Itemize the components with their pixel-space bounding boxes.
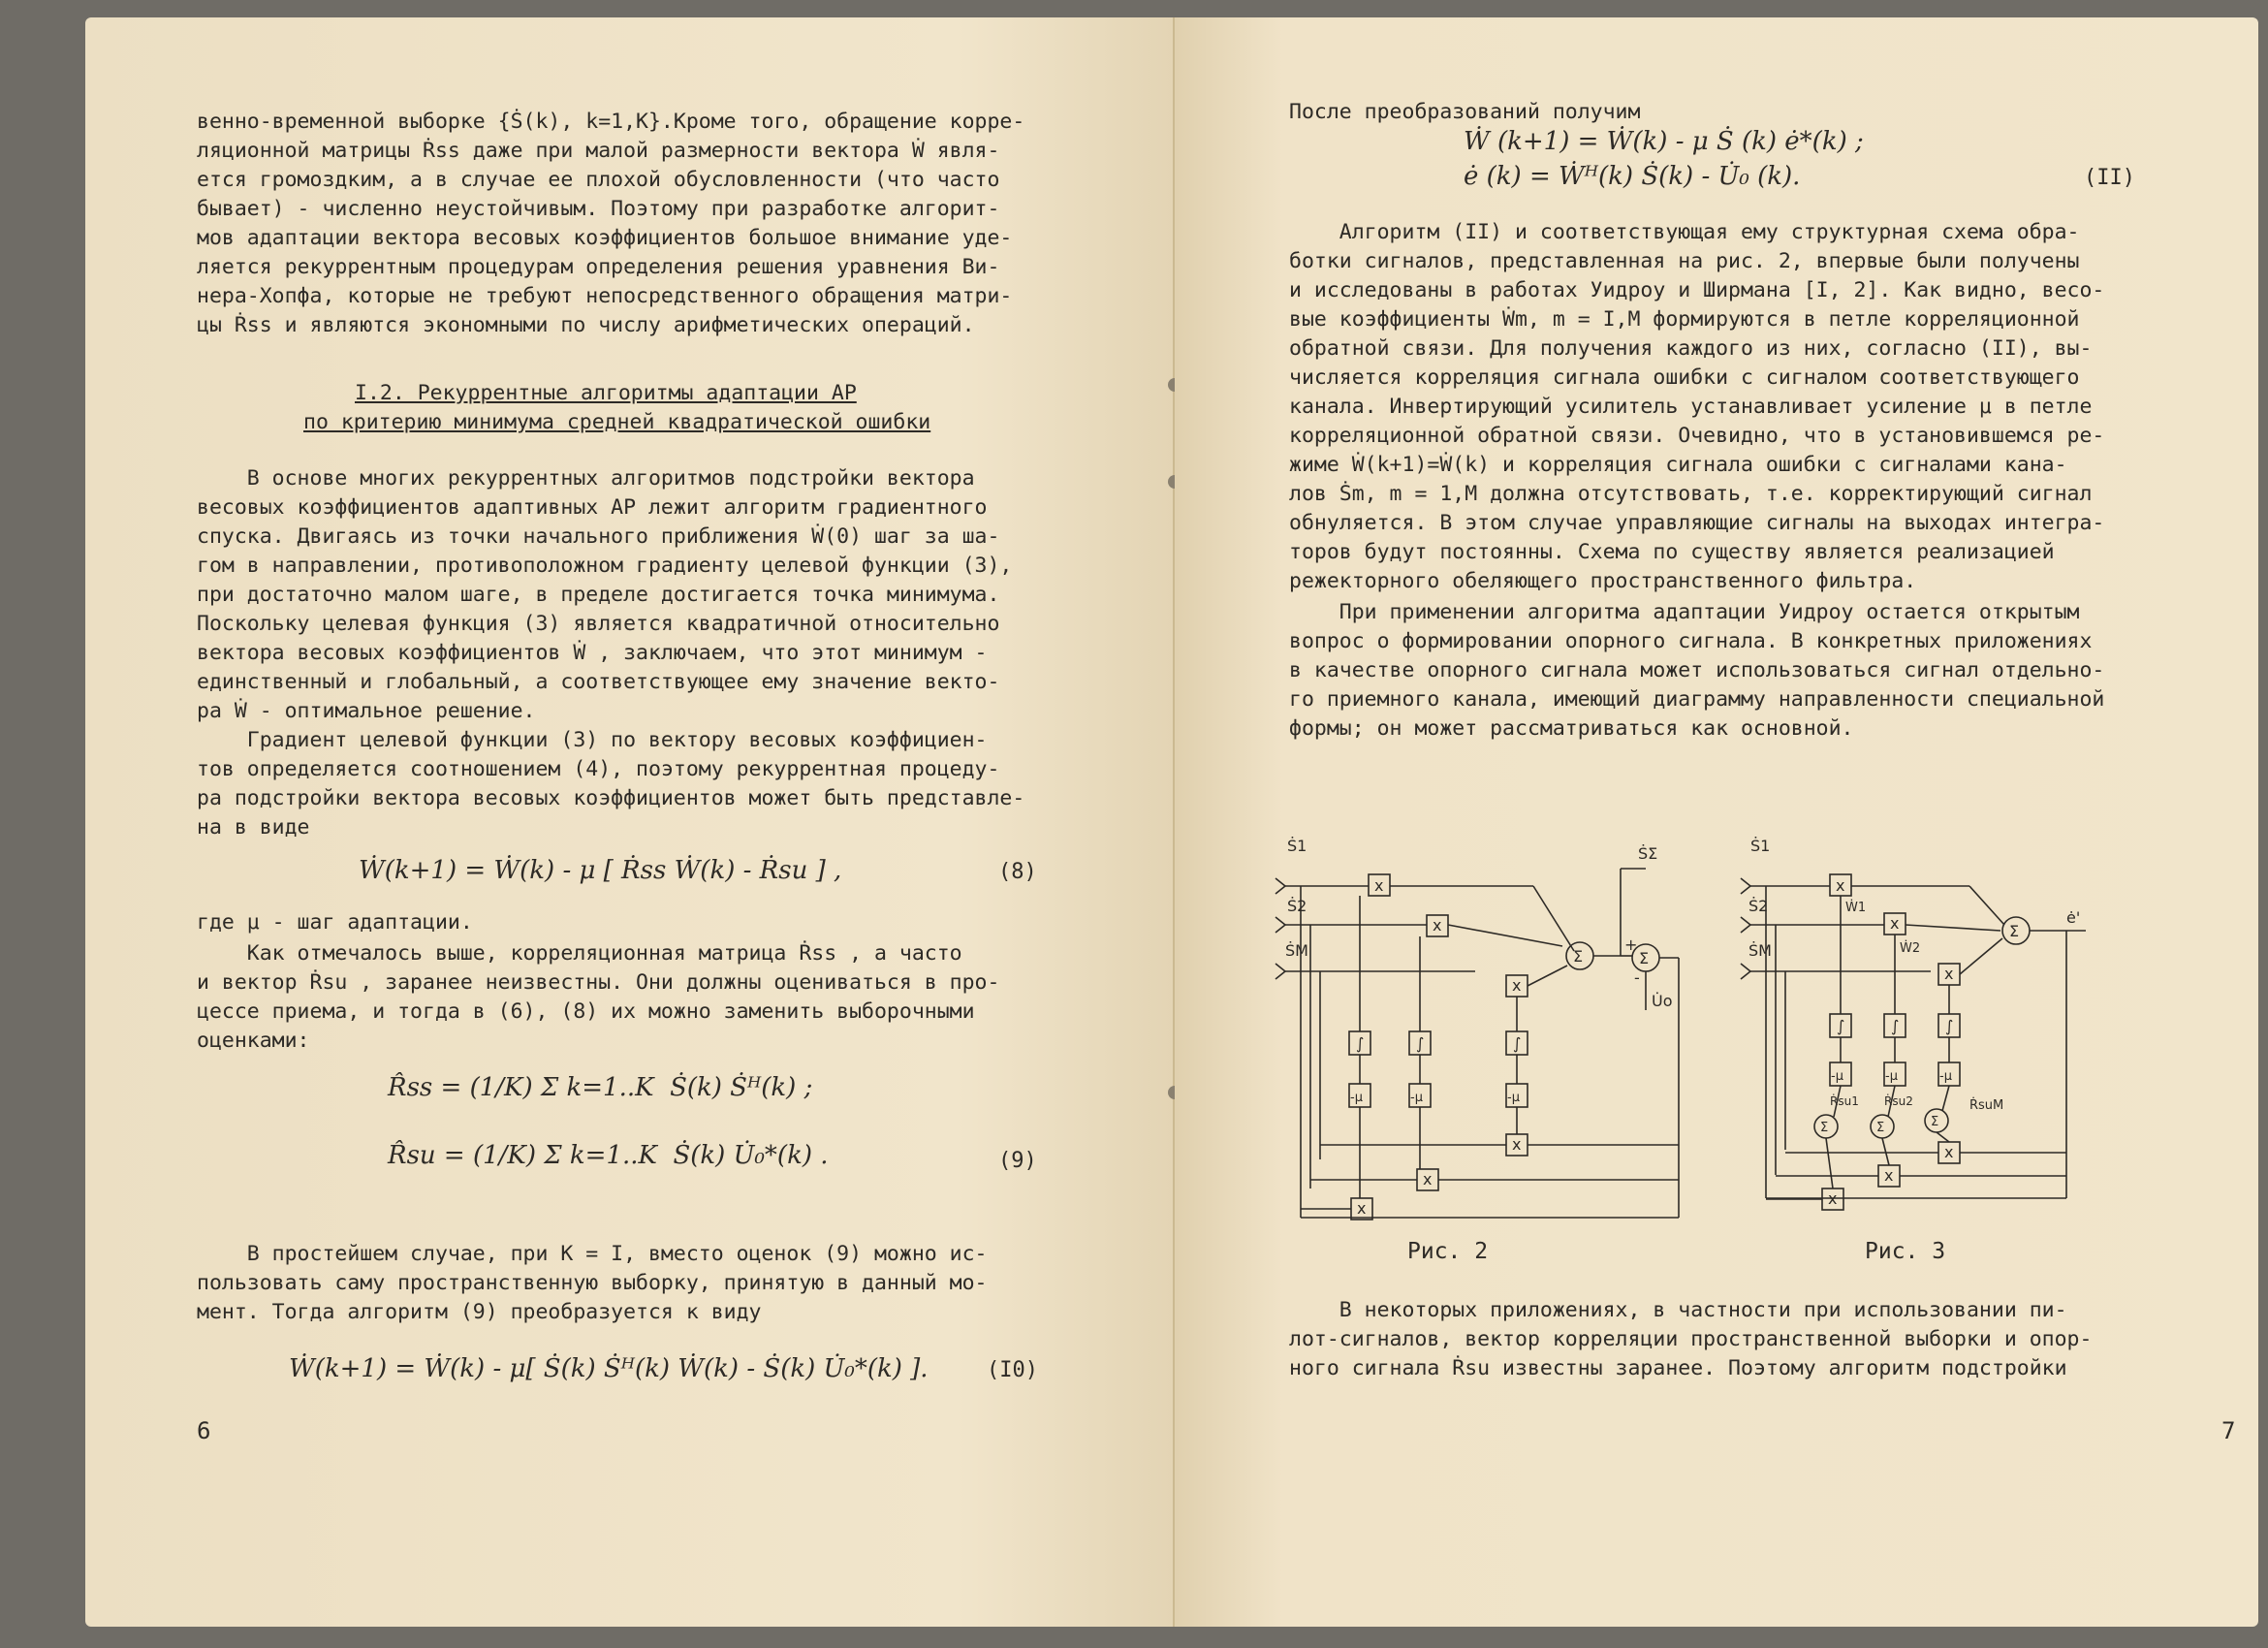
text-line: Алгоритм (II) и соответствующая ему структурная схема обра- xyxy=(1289,220,2080,244)
right-page xyxy=(1175,17,2258,1627)
ref-label-m: ṘsuM xyxy=(1969,1098,2004,1113)
text-line: оценками: xyxy=(197,1029,310,1053)
figure-3-caption: Рис. 3 xyxy=(1865,1239,1946,1264)
multiply-symbol: x xyxy=(1374,876,1384,895)
text-line: весовых коэффициентов адаптивных АР лежит алгоритм градиентного xyxy=(197,495,988,520)
plus-sign: + xyxy=(1624,935,1638,954)
text-line: цы Ṙss и являются экономными по числу арифметических операций. xyxy=(197,313,975,337)
text-line: канала. Инвертирующий усилитель устанавливает усиление μ в петле xyxy=(1289,395,2093,419)
text-line: режекторного обеляющего пространственного фильтра. xyxy=(1289,569,1917,593)
equation-number: (I0) xyxy=(987,1358,1038,1382)
page-number: 7 xyxy=(2221,1417,2236,1444)
text-line: мент. Тогда алгоритм (9) преобразуется к виду xyxy=(197,1300,762,1324)
multiply-symbol: x xyxy=(1944,965,1954,983)
integral-symbol: ∫ xyxy=(1945,1017,1954,1035)
multiply-symbol: x xyxy=(1433,916,1442,935)
equation-number: (9) xyxy=(998,1149,1037,1173)
integral-symbol: ∫ xyxy=(1837,1017,1845,1035)
text-line: лов Ṡm, m = 1,M должна отсутствовать, т.е. корректирующий сигнал xyxy=(1289,482,2093,506)
integral-symbol: ∫ xyxy=(1356,1034,1365,1053)
equation-9b: R̂su = (1/K) Σ k=1..K Ṡ(k) U̇₀*(k) . xyxy=(388,1141,829,1170)
sum-symbol: Σ xyxy=(2009,922,2020,940)
text-line: Поскольку целевая функция (3) является квадратичной относительно xyxy=(197,612,1000,636)
input-label-sm: ṠM xyxy=(1285,941,1308,960)
text-line: вые коэффициенты Ẇm, m = I,M формируются в петле корреляционной xyxy=(1289,307,2080,332)
text-line: обнуляется. В этом случае управляющие сигналы на выходах интегра- xyxy=(1289,511,2105,535)
ref-label-1: Ṙsu1 xyxy=(1830,1094,1859,1108)
ref-label-2: Ṙsu2 xyxy=(1884,1094,1913,1108)
multiply-symbol: x xyxy=(1884,1166,1894,1185)
gain-symbol: -μ xyxy=(1939,1069,1952,1084)
integral-symbol: ∫ xyxy=(1891,1017,1900,1035)
multiply-symbol: x xyxy=(1836,876,1845,895)
sum-symbol: Σ xyxy=(1639,949,1650,967)
text-line: ного сигнала Ṙsu известны заранее. Поэтому алгоритм подстройки xyxy=(1289,1356,2067,1380)
gain-symbol: -μ xyxy=(1885,1069,1898,1084)
text-line: вектора весовых коэффициентов Ẇ , заключаем, что этот минимум - xyxy=(197,641,988,665)
text-line: формы; он может рассматриваться как основной. xyxy=(1289,716,1854,741)
input-label-s1: Ṡ1 xyxy=(1287,837,1307,855)
equation-number: (8) xyxy=(998,860,1037,884)
text-line: и вектор Ṙsu , заранее неизвестны. Они должны оцениваться в про- xyxy=(197,970,1000,995)
text-line: мов адаптации вектора весовых коэффициентов большое внимание уде- xyxy=(197,226,1013,250)
text-line: где μ - шаг адаптации. xyxy=(197,910,473,935)
figure-2-caption: Рис. 2 xyxy=(1407,1239,1489,1264)
output-label: ė' xyxy=(2066,908,2081,927)
multiply-symbol: x xyxy=(1890,914,1900,933)
equation-11a: Ẇ (k+1) = Ẇ(k) - μ Ṡ (k) ė*(k) ; xyxy=(1464,127,1864,156)
minus-sign: - xyxy=(1634,968,1640,987)
multiply-symbol: x xyxy=(1423,1170,1433,1188)
text-line: единственный и глобальный, а соответствующее ему значение векто- xyxy=(197,670,1000,694)
output-label: ṠΣ xyxy=(1638,844,1658,863)
multiply-symbol: x xyxy=(1828,1189,1838,1208)
equation-9a: R̂ss = (1/K) Σ k=1..K Ṡ(k) Ṡᴴ(k) ; xyxy=(388,1073,813,1102)
text-line: обратной связи. Для получения каждого из них, согласно (II), вы- xyxy=(1289,336,2093,361)
text-line: ра Ẇ - оптимальное решение. xyxy=(197,699,536,723)
section-heading: I.2. Рекуррентные алгоритмы адаптации АР xyxy=(355,381,857,405)
figure-2-diagram xyxy=(1272,830,1727,1237)
input-label-s2: Ṡ2 xyxy=(1287,897,1307,915)
sum-symbol: Σ xyxy=(1820,1121,1829,1135)
text-line: вопрос о формировании опорного сигнала. В конкретных приложениях xyxy=(1289,629,2093,653)
text-line: В некоторых приложениях, в частности при использовании пи- xyxy=(1289,1298,2067,1322)
text-line: После преобразований получим xyxy=(1289,100,1641,124)
text-line: ботки сигналов, представленная на рис. 2, впервые были получены xyxy=(1289,249,2080,273)
input-label-s1: Ṡ1 xyxy=(1750,837,1771,855)
multiply-symbol: x xyxy=(1944,1143,1954,1161)
input-arrows xyxy=(1276,878,1285,979)
page-number: 6 xyxy=(197,1417,211,1444)
text-line: и исследованы в работах Уидроу и Ширмана [I, 2]. Как видно, весо- xyxy=(1289,278,2105,302)
integral-symbol: ∫ xyxy=(1513,1034,1522,1053)
equation-10: Ẇ(k+1) = Ẇ(k) - μ[ Ṡ(k) Ṡᴴ(k) Ẇ(k) - Ṡ(k) U̇₀*(k) ]. xyxy=(289,1354,929,1383)
text-line: тов определяется соотношением (4), поэтому рекуррентная процеду- xyxy=(197,757,1000,781)
gain-symbol: -μ xyxy=(1350,1091,1363,1105)
multiply-symbol: x xyxy=(1357,1199,1367,1218)
text-line: жиме Ẇ(k+1)=Ẇ(k) и корреляция сигнала ошибки с сигналами кана- xyxy=(1289,453,2067,477)
text-line: торов будут постоянны. Схема по существу является реализацией xyxy=(1289,540,2055,564)
gain-symbol: -μ xyxy=(1410,1091,1423,1105)
reference-label: U̇o xyxy=(1652,992,1673,1010)
text-line: при достаточно малом шаге, в пределе достигается точка минимума. xyxy=(197,583,1000,607)
figure-3-diagram xyxy=(1737,830,2144,1237)
text-line: Как отмечалось выше, корреляционная матрица Ṙss , а часто xyxy=(197,941,962,966)
text-line: бывает) - численно неустойчивым. Поэтому при разработке алгорит- xyxy=(197,197,1000,221)
equation-number: (II) xyxy=(2084,166,2135,190)
sum-symbol: Σ xyxy=(1573,947,1584,966)
input-label-sm: ṠM xyxy=(1748,941,1772,960)
text-line: ется громоздким, а в случае ее плохой обусловленности (что часто xyxy=(197,168,1000,192)
gain-symbol: -μ xyxy=(1831,1069,1843,1084)
text-line: пользовать саму пространственную выборку, принятую в данный мо- xyxy=(197,1271,988,1295)
text-line: ляется рекуррентным процедурам определения решения уравнения Ви- xyxy=(197,255,1000,279)
sum-symbol: Σ xyxy=(1931,1115,1939,1129)
input-label-s2: Ṡ2 xyxy=(1748,897,1769,915)
text-line: гом в направлении, противоположном градиенту целевой функции (3), xyxy=(197,554,1013,578)
text-line: го приемного канала, имеющий диаграмму направленности специальной xyxy=(1289,687,2105,712)
text-line: ра подстройки вектора весовых коэффициентов может быть представле- xyxy=(197,786,1025,810)
section-heading: по критерию минимума средней квадратической ошибки xyxy=(303,410,931,434)
text-line: нера-Хопфа, которые не требуют непосредственного обращения матри- xyxy=(197,284,1013,308)
weight-label-2: Ẇ2 xyxy=(1900,941,1921,956)
integral-symbol: ∫ xyxy=(1416,1034,1425,1053)
text-line: В простейшем случае, при K = I, вместо оценок (9) можно ис- xyxy=(197,1242,988,1266)
text-line: При применении алгоритма адаптации Уидроу остается открытым xyxy=(1289,600,2080,624)
text-line: спуска. Двигаясь из точки начального приближения Ẇ(0) шаг за ша- xyxy=(197,524,1000,549)
text-line: числяется корреляция сигнала ошибки с сигналом соответствующего xyxy=(1289,365,2080,390)
multiply-symbol: x xyxy=(1512,976,1522,995)
text-line: цессе приема, и тогда в (6), (8) их можно заменить выборочными xyxy=(197,999,975,1024)
gain-symbol: -μ xyxy=(1507,1091,1520,1105)
text-line: корреляционной обратной связи. Очевидно, что в установившемся ре- xyxy=(1289,424,2105,448)
text-line: ляционной матрицы Ṙss даже при малой размерности вектора Ẇ явля- xyxy=(197,139,1000,163)
text-line: на в виде xyxy=(197,815,310,840)
equation-8: Ẇ(k+1) = Ẇ(k) - μ [ Ṙss Ẇ(k) - Ṙsu ] , xyxy=(359,856,842,885)
equation-11b: ė (k) = Ẇᴴ(k) Ṡ(k) - U̇₀ (k). xyxy=(1464,162,1801,191)
text-line: венно-временной выборке {Ṡ(k), k=1,K}.Кроме того, обращение корре- xyxy=(197,110,1025,134)
text-line: Градиент целевой функции (3) по вектору весовых коэффициен- xyxy=(197,728,988,752)
multiply-symbol: x xyxy=(1512,1135,1522,1154)
text-line: в качестве опорного сигнала может использоваться сигнал отдельно- xyxy=(1289,658,2105,682)
text-line: лот-сигналов, вектор корреляции пространственной выборки и опор- xyxy=(1289,1327,2093,1351)
left-page xyxy=(85,17,1175,1627)
weight-label-1: Ẇ1 xyxy=(1845,901,1867,915)
sum-symbol: Σ xyxy=(1876,1121,1885,1135)
text-line: В основе многих рекуррентных алгоритмов подстройки вектора xyxy=(197,466,975,491)
